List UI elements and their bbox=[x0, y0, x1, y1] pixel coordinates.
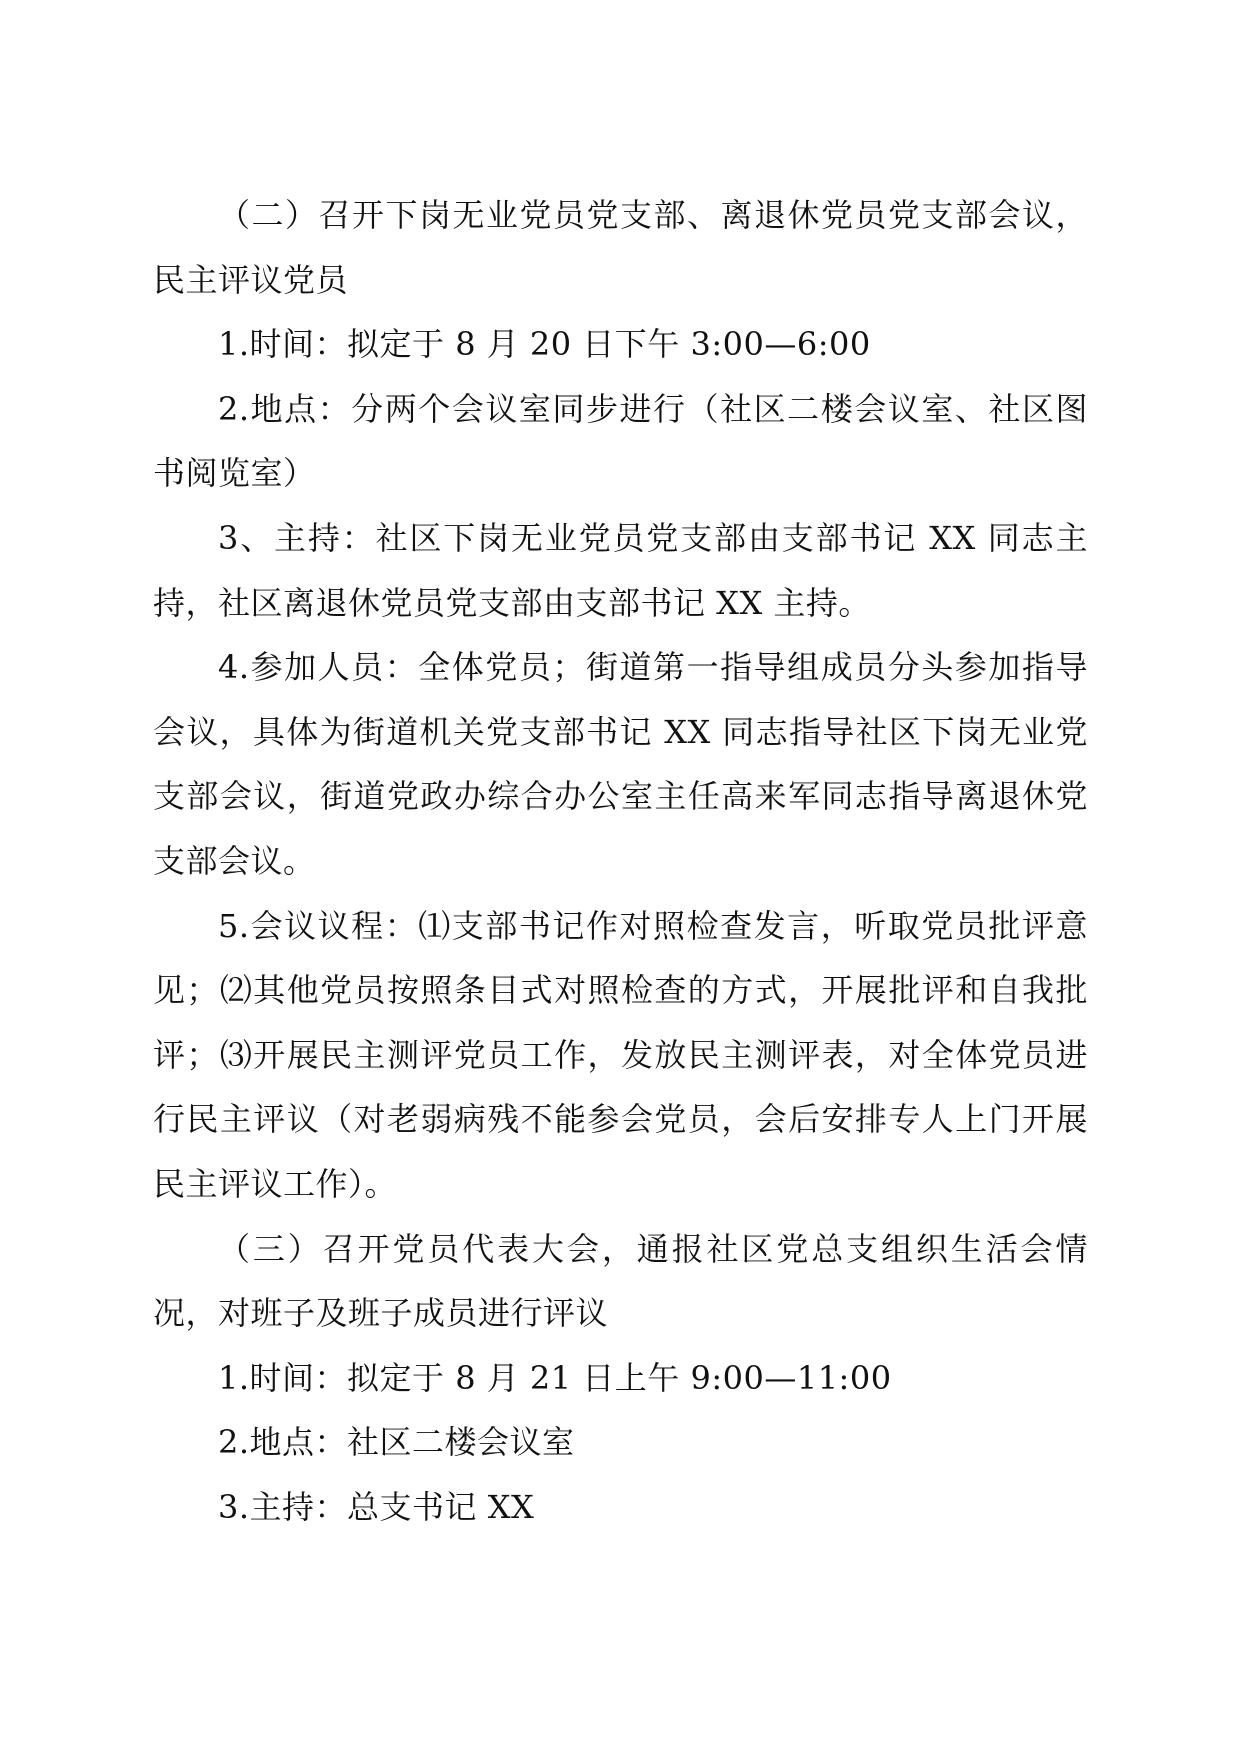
section-heading-three: （三）召开党员代表大会，通报社区党总支组织生活会情况，对班子及班子成员进行评议 bbox=[153, 1229, 1088, 1333]
item-agenda: 5.会议议程：⑴支部书记作对照检查发言，听取党员批评意见；⑵其他党员按照条目式对照检查的方式，开展批评和自我批评；⑶开展民主测评党员工作，发放民主测评表，对全体党员进行民主评议（对老弱病残不能参会党员，会后安排专人上门开展民主评议工作）。 bbox=[153, 906, 1088, 1203]
item-host-2: 3.主持：总支书记 XX bbox=[218, 1487, 535, 1526]
item-time-2: 1.时间：拟定于 8 月 21 日上午 9:00—11:00 bbox=[218, 1358, 892, 1397]
document-body bbox=[153, 183, 1088, 1539]
item-participants: 4.参加人员：全体党员；街道第一指导组成员分头参加指导会议，具体为街道机关党支部书记 XX 同志指导社区下岗无业党支部会议，街道党政办综合办公室主任高来军同志指导离退休党支部会议。 bbox=[153, 648, 1088, 880]
item-location-2: 2.地点：社区二楼会议室 bbox=[218, 1423, 575, 1462]
item-time: 1.时间：拟定于 8 月 20 日下午 3:00—6:00 bbox=[218, 325, 871, 364]
section-heading-two: （二）召开下岗无业党员党支部、离退休党员党支部会议，民主评议党员 bbox=[153, 196, 1088, 299]
item-location: 2.地点：分两个会议室同步进行（社区二楼会议室、社区图书阅览室） bbox=[153, 389, 1088, 493]
item-host: 3、主持：社区下岗无业党员党支部由支部书记 XX 同志主持，社区离退休党员党支部由支部书记 XX 主持。 bbox=[153, 518, 1088, 622]
